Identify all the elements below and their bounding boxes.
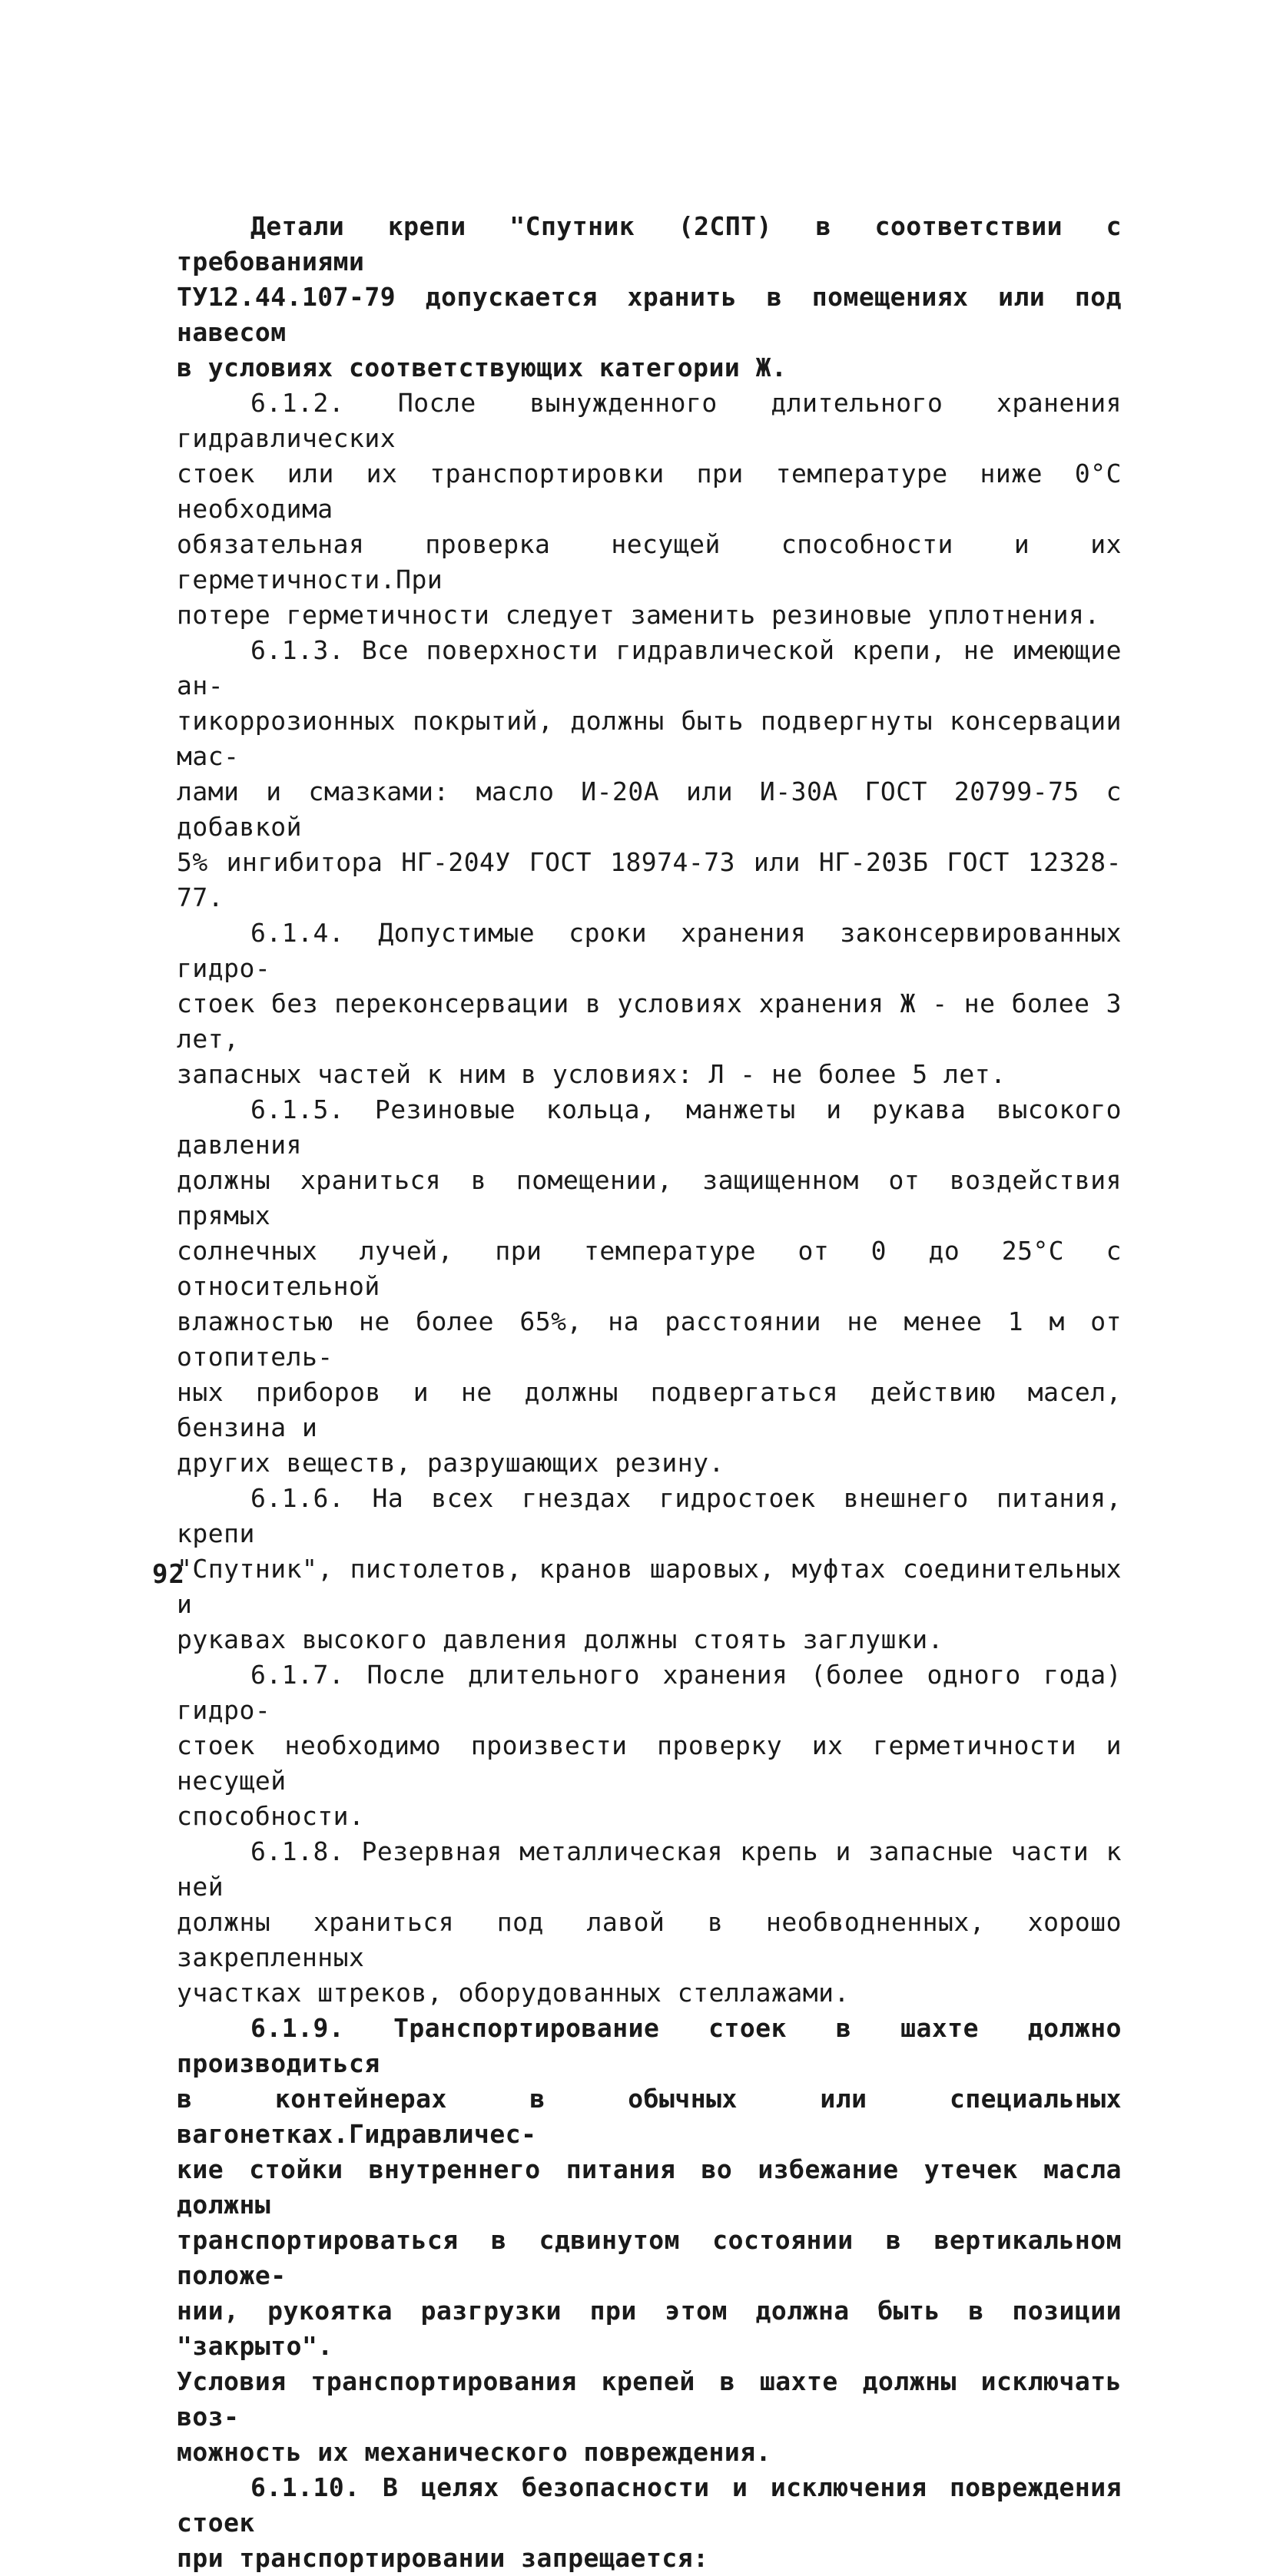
line: 6.1.3. Все поверхности гидравлической крепи, не имеющие ан- (177, 635, 1138, 700)
line: стоек необходимо произвести проверку их герметичности и несущей (177, 1730, 1138, 1796)
line: 5% ингибитора НГ-204У ГОСТ 18974-73 или НГ-203Б ГОСТ 12328-77. (177, 847, 1122, 912)
line: кие стойки внутреннего питания во избежание утечек масла должны (177, 2154, 1138, 2220)
paragraph-6-1-9 (177, 2011, 1138, 2470)
line: "Спутник", пистолетов, кранов шаровых, муфтах соединительных и (177, 1554, 1153, 1619)
line: 6.1.7. После длительного хранения (более одного года) гидро- (177, 1660, 1138, 1725)
line: стоек без переконсервации в условиях хранения Ж - не более 3 лет, (177, 988, 1138, 1054)
line: ТУ12.44.107-79 допускается хранить в помещениях или под навесом (177, 282, 1138, 347)
paragraph-6-1-4 (177, 916, 1138, 1092)
paragraph-6-1-3 (177, 633, 1138, 916)
line: должны храниться под лавой в необводненных, хорошо закрепленных (177, 1907, 1138, 1972)
line: 6.1.2. После вынужденного длительного хранения гидравлических (177, 388, 1138, 453)
line: 6.1.10. В целях безопасности и исключения повреждения стоек (177, 2472, 1138, 2538)
line: в условиях соответствующих категории Ж. (177, 353, 788, 382)
body-text (177, 209, 1153, 2576)
line: 6.1.9. Транспортирование стоек в шахте должно производиться (177, 2013, 1138, 2078)
line: транспортироваться в сдвинутом состоянии в вертикальном положе- (177, 2225, 1138, 2290)
line: рукавах высокого давления должны стоять заглушки. (177, 1624, 944, 1654)
line: других веществ, разрушающих резину. (177, 1448, 725, 1478)
paragraph-6-1-6 (177, 1481, 1153, 1657)
paragraph-6-1-10 (177, 2470, 1138, 2576)
line: Детали крепи "Спутник (2СПТ) в соответствии с требованиями (177, 211, 1138, 276)
line: в контейнерах в обычных или специальных вагонетках.Гидравличес- (177, 2084, 1138, 2149)
line: потере герметичности следует заменить резиновые уплотнения. (177, 600, 1100, 630)
line: 6.1.5. Резиновые кольца, манжеты и рукава высокого давления (177, 1094, 1138, 1160)
line: 6.1.6. На всех гнездах гидростоек внешнего питания, крепи (177, 1483, 1138, 1548)
line: при транспортировании запрещается: (177, 2543, 709, 2573)
paragraph-6-1-8 (177, 1834, 1138, 2011)
line: нии, рукоятка разгрузки при этом должна быть в позиции "закрыто". (177, 2296, 1138, 2361)
paragraph-6-1-5 (177, 1092, 1138, 1481)
paragraph-6-1-7 (177, 1657, 1138, 1834)
line: 6.1.4. Допустимые сроки хранения законсервированных гидро- (177, 918, 1138, 983)
page-number: 92 (152, 1559, 185, 1590)
line: обязательная проверка несущей способности и их герметичности.При (177, 529, 1138, 594)
line: ных приборов и не должны подвергаться действию масел, бензина и (177, 1377, 1138, 1442)
line: Условия транспортирования крепей в шахте должны исключать воз- (177, 2366, 1138, 2432)
line: можность их механического повреждения. (177, 2437, 771, 2467)
line: 6.1.8. Резервная металлическая крепь и запасные части к ней (177, 1836, 1138, 1902)
line: способности. (177, 1801, 365, 1831)
line: влажностью не более 65%, на расстоянии не менее 1 м от отопитель- (177, 1306, 1138, 1372)
paragraph-intro (177, 209, 1138, 386)
line: солнечных лучей, при температуре от 0 до 25°С с относительной (177, 1236, 1138, 1301)
line: тикоррозионных покрытий, должны быть подвергнуты консервации мас- (177, 706, 1138, 771)
line: должны храниться в помещении, защищенном от воздействия прямых (177, 1165, 1138, 1230)
line: стоек или их транспортировки при температуре ниже 0°С необходима (177, 459, 1138, 524)
line: лами и смазками: масло И-20А или И-30А ГОСТ 20799-75 с добавкой (177, 776, 1138, 842)
paragraph-6-1-2 (177, 386, 1138, 633)
line: участках штреков, оборудованных стеллажами. (177, 1978, 850, 2008)
line: запасных частей к ним в условиях: Л - не более 5 лет. (177, 1059, 1006, 1089)
